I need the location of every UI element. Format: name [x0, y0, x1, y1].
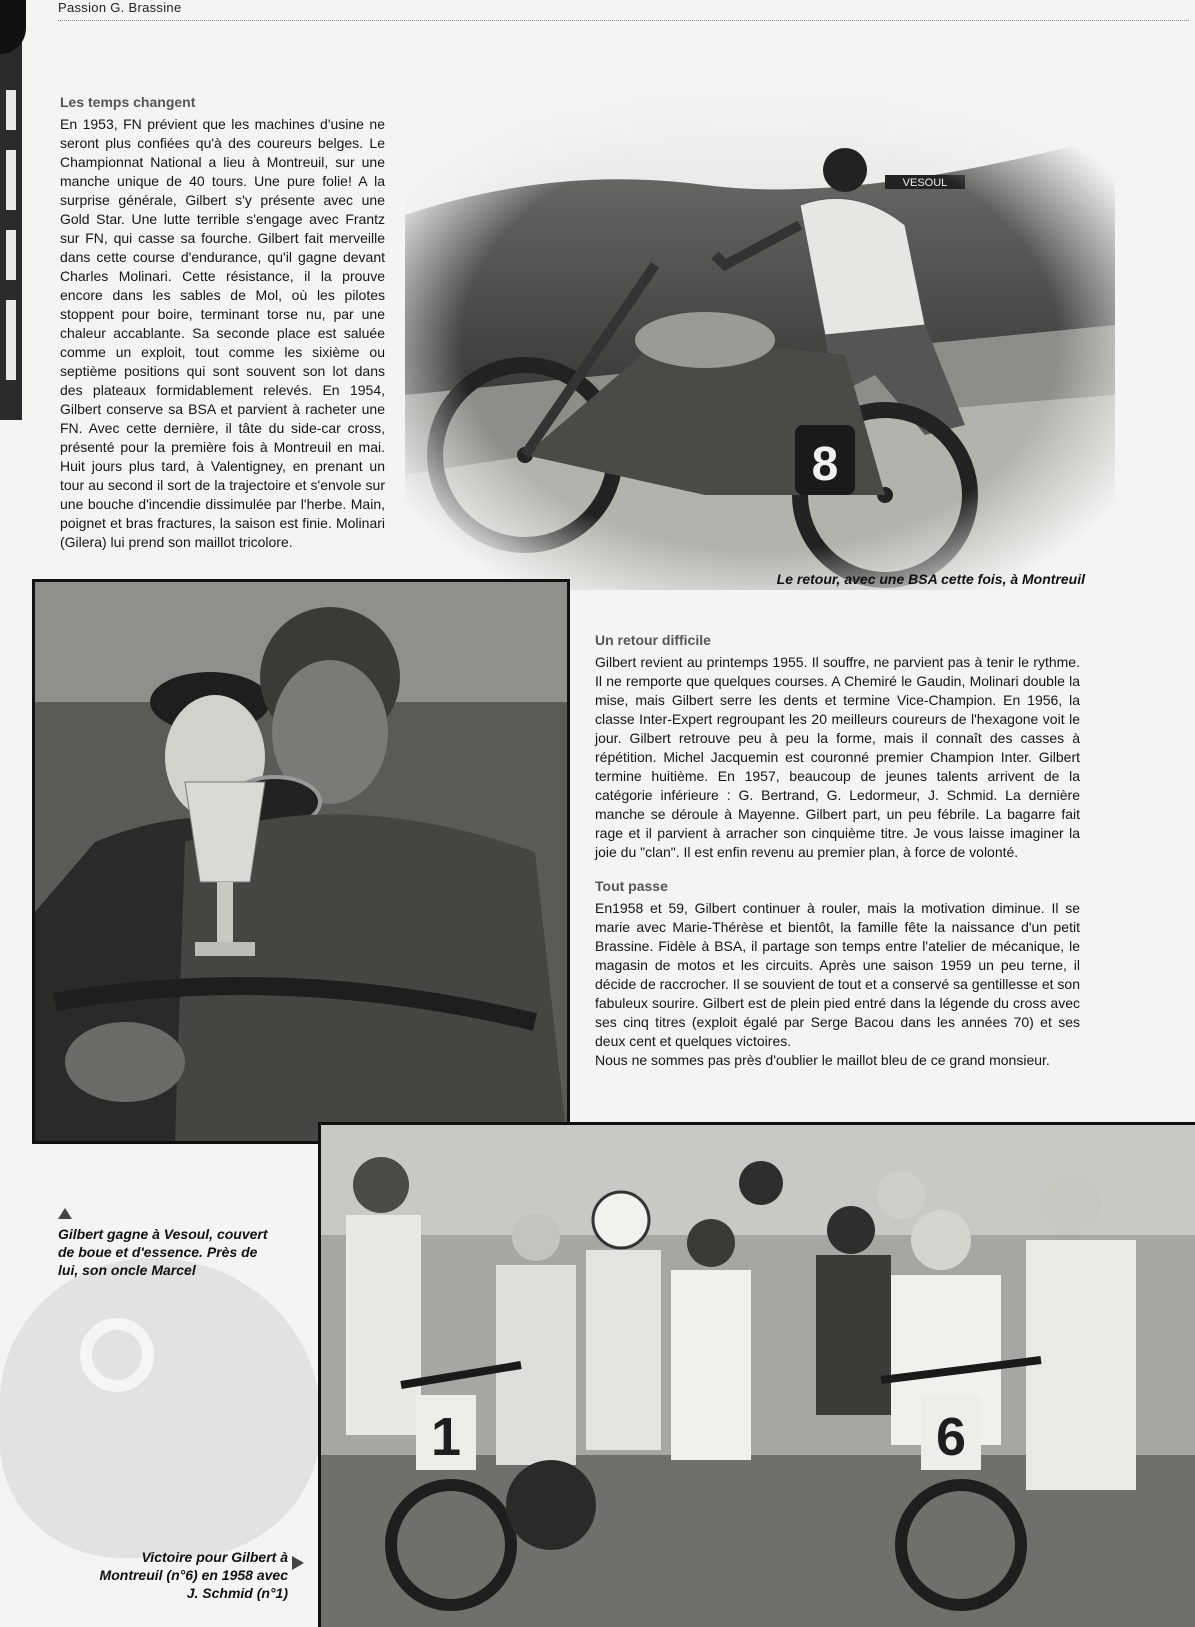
section-heading-retour-difficile: Un retour difficile: [595, 632, 711, 648]
section-text-temps-changent: En 1953, FN prévient que les machines d'usine ne seront plus confiées qu'à des coureurs belges. Le Championnat National a lieu à Montreuil, sur une manche unique de 40 tours. Une pure folie! A la surprise générale, Gilbert s'y présente avec une Gold Star. Une lutte terrible s'engage avec Frantz sur FN, qui casse sa fourche. Gilbert fait merveille dans cette course d'endurance, qu'il gagne devant Charles Molinari. Cette résistance, il la prouve encore dans les sables de Mol, où les pilotes stoppent pour boire, terminant torse nu, par une chaleur accablante. Sa seconde place est saluée comme un exploit, tout comme les sixième ou septième positions qui sont souvent son lot dans des plateaux formidablement relevés. En 1954, Gilbert conserve sa BSA et parvient à racheter une FN. Avec cette dernière, il tâte du side-car cross, présenté pour la première fois à Montreuil en mai. Huit jours plus tard, à Valentigney, en prenant un tour au second il sort de la trajectoire et s'envole sur une bouche d'incendie dissimulée par l'herbe. Main, poignet et bras fractures, la saison est finie. Molinari (Gilera) lui prend son maillot tricolore.: [60, 116, 385, 550]
pointer-up-icon: [58, 1208, 72, 1219]
photo-group-victory: [318, 1122, 1195, 1627]
section-heading-tout-passe: Tout passe: [595, 878, 668, 894]
race-number-6: 6: [935, 1407, 967, 1467]
helmet-decoration: [0, 1258, 320, 1558]
section-heading-temps-changent: Les temps changent: [60, 94, 196, 110]
caption-gilbert-vesoul: Gilbert gagne à Vesoul, couvert de boue et d'essence. Près de lui, son oncle Marcel: [58, 1226, 268, 1278]
header-divider: [58, 20, 1189, 21]
section-text-tout-passe: En1958 et 59, Gilbert continuer à rouler, mais la motivation diminue. Il se marie avec Marie-Thérèse et bientôt, la famille fête la naissance d'un petit Brassine. Fidèle à BSA, il partage son temps entre l'atelier de mécanique, le magasin de motos et les circuits. Après une saison 1959 un peu terne, il décide de raccrocher. Il se souvient de tout et a conservé sa gentillesse et son fabuleux sourire. Gilbert est de plein pied entré dans la légende du cross avec ses cinq titres (exploit égalé par Serge Bacou dans les années 70) et ses deux cent et quelques victoires.: [595, 900, 1080, 1049]
caption-group-victory: Victoire pour Gilbert à Montreuil (n°6) en 1958 avec J. Schmid (n°1): [99, 1549, 288, 1601]
caption-racer-montreuil: Le retour, avec une BSA cette fois, à Montreuil: [776, 571, 1085, 587]
side-tab-decoration: [0, 0, 22, 420]
pointer-right-icon: [292, 1556, 304, 1570]
section-text-retour-difficile: Gilbert revient au printemps 1955. Il souffre, ne parvient pas à tenir le rythme. Il ne remporte que quelques courses. A Chemiré le Gaudin, Molinari double la mise, mais Gilbert serre les dents et termine Vice-Champion. En 1956, la classe Inter-Expert regroupant les 20 meilleurs coureurs de l'hexagone voit le jour. Gilbert retrouve peu à peu la forme, mais il connaît des casses à répétition. Michel Jacquemin est couronné premier Champion Inter. Gilbert termine huitième. En 1957, beaucoup de jeunes talents arrivent de la catégorie inférieure : G. Bertrand, G. Ledormeur, J. Schmid. La dernière manche se déroule à Mayenne. Gilbert part, un peu fébrile. La bagarre fait rage et il parvient à arracher son cinquième titre. Je vous laisse imaginer la joie du "clan". Il est enfin revenu au premier plan, à force de volonté.: [595, 654, 1080, 860]
running-header: Passion G. Brassine: [58, 0, 182, 15]
section-closing-line: Nous ne sommes pas près d'oublier le maillot bleu de ce grand monsieur.: [595, 1052, 1050, 1068]
photo-racer-montreuil: [405, 95, 1115, 590]
race-number-1: 1: [430, 1407, 462, 1467]
photo-gilbert-vesoul: [32, 579, 570, 1144]
